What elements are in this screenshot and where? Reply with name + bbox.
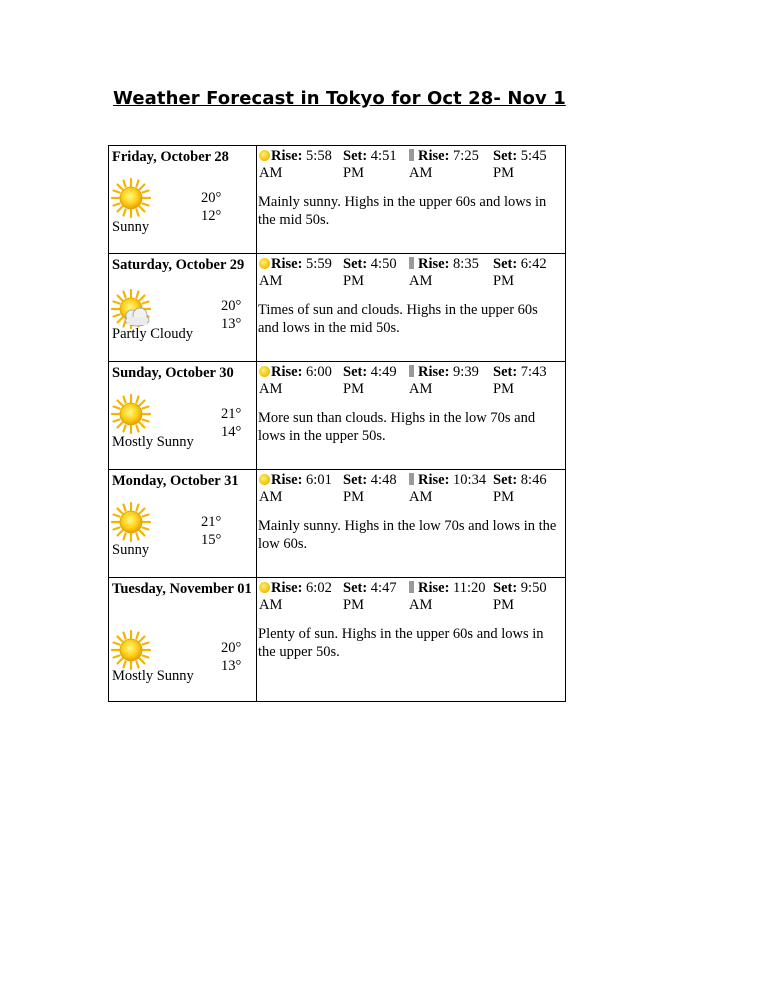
set-label: Set:	[493, 472, 518, 488]
moonrise-ampm: AM	[409, 381, 433, 397]
sun-icon	[259, 582, 270, 593]
sunset-time: 4:49	[370, 364, 397, 380]
moonset-ampm: PM	[493, 165, 514, 181]
moonrise-ampm: AM	[409, 273, 433, 289]
day-cell	[109, 146, 257, 254]
moonset	[493, 148, 547, 182]
forecast-description: More sun than clouds. Highs in the low 70s and lows in the upper 50s.	[258, 410, 536, 444]
moonrise-ampm: AM	[409, 165, 433, 181]
moonset-ampm: PM	[493, 489, 514, 505]
sunrise-ampm: AM	[259, 381, 283, 397]
moonrise	[409, 472, 486, 506]
sunrise	[259, 364, 332, 398]
sunrise-ampm: AM	[259, 273, 283, 289]
rise-label: Rise:	[271, 148, 303, 164]
details-cell	[257, 578, 566, 702]
forecast-description: Mainly sunny. Highs in the upper 60s and lows in the mid 50s.	[258, 194, 547, 228]
forecast-row	[109, 146, 566, 254]
sunset-time: 4:51	[370, 148, 397, 164]
sunset	[343, 364, 397, 398]
condition-label: Sunny	[112, 219, 150, 235]
page-title: Weather Forecast in Tokyo for Oct 28- Nov 1	[113, 88, 566, 109]
set-label: Set:	[343, 364, 368, 380]
moon-icon	[409, 149, 414, 161]
set-label: Set:	[493, 256, 518, 272]
moonrise-time: 10:34	[453, 472, 487, 488]
high-temp: 20°	[221, 298, 242, 314]
rise-label: Rise:	[418, 580, 450, 596]
set-label: Set:	[493, 148, 518, 164]
low-temp: 13°	[221, 657, 242, 674]
high-temp: 21°	[201, 514, 222, 530]
moonset-time: 6:42	[520, 256, 547, 272]
moonrise-time: 7:25	[453, 148, 479, 164]
moonrise-time: 8:35	[453, 256, 479, 272]
sunrise-ampm: AM	[259, 489, 283, 505]
rise-label: Rise:	[418, 148, 450, 164]
details-cell	[257, 254, 566, 362]
moonrise	[409, 580, 486, 614]
high-temp: 21°	[221, 406, 242, 422]
temperature	[221, 298, 241, 333]
moon-icon	[409, 473, 414, 485]
low-temp: 13°	[221, 315, 242, 332]
low-temp: 14°	[221, 423, 242, 440]
sunrise	[259, 472, 332, 506]
temperature	[221, 406, 241, 441]
day-cell	[109, 254, 257, 362]
day-label: Monday, October 31	[112, 473, 239, 489]
forecast-row	[109, 254, 566, 362]
sunrise-time: 5:58	[306, 148, 332, 164]
forecast-description: Mainly sunny. Highs in the low 70s and lows in the low 60s.	[258, 518, 557, 552]
moonset-time: 7:43	[520, 364, 547, 380]
sunrise-time: 6:00	[306, 364, 332, 380]
sunset-ampm: PM	[343, 597, 364, 613]
sunrise-time: 6:02	[306, 580, 332, 596]
day-cell	[109, 578, 257, 702]
details-cell	[257, 470, 566, 578]
moonset	[493, 364, 547, 398]
sunrise-ampm: AM	[259, 597, 283, 613]
rise-label: Rise:	[418, 364, 450, 380]
moon-icon	[409, 257, 414, 269]
forecast-row	[109, 362, 566, 470]
rise-label: Rise:	[271, 256, 303, 272]
sunrise-time: 6:01	[306, 472, 332, 488]
moonrise-time: 9:39	[453, 364, 479, 380]
sun-icon	[259, 150, 270, 161]
set-label: Set:	[343, 472, 368, 488]
rise-label: Rise:	[418, 256, 450, 272]
sunrise	[259, 580, 332, 614]
rise-label: Rise:	[271, 580, 303, 596]
sun-icon	[259, 474, 270, 485]
moonset-ampm: PM	[493, 597, 514, 613]
sunset	[343, 256, 397, 290]
forecast-description: Times of sun and clouds. Highs in the upper 60s and lows in the mid 50s.	[258, 302, 538, 336]
sunny-icon	[111, 178, 151, 218]
moon-icon	[409, 365, 414, 377]
condition-label: Sunny	[112, 542, 150, 558]
day-label: Sunday, October 30	[112, 365, 234, 381]
sunrise-time: 5:59	[306, 256, 332, 272]
high-temp: 20°	[201, 190, 222, 206]
temperature	[201, 190, 221, 225]
forecast-description: Plenty of sun. Highs in the upper 60s and lows in the upper 50s.	[258, 626, 544, 660]
day-label: Friday, October 28	[112, 149, 229, 165]
set-label: Set:	[493, 580, 518, 596]
moonset	[493, 256, 547, 290]
sun-icon	[259, 258, 270, 269]
moonrise	[409, 256, 479, 290]
moonrise-ampm: AM	[409, 489, 433, 505]
moonset-ampm: PM	[493, 381, 514, 397]
sunrise-ampm: AM	[259, 165, 283, 181]
moonset	[493, 580, 547, 614]
day-label: Saturday, October 29	[112, 257, 245, 273]
moonset	[493, 472, 547, 506]
condition-label: Mostly Sunny	[112, 668, 194, 684]
sunny-icon	[111, 630, 151, 670]
sunrise	[259, 148, 332, 182]
sunrise	[259, 256, 332, 290]
forecast-table	[108, 145, 566, 702]
sunset-ampm: PM	[343, 489, 364, 505]
moonrise	[409, 148, 479, 182]
sun-icon	[259, 366, 270, 377]
moonrise-time: 11:20	[453, 580, 486, 596]
moonrise	[409, 364, 479, 398]
condition-label: Partly Cloudy	[112, 326, 193, 342]
sunny-icon	[111, 502, 151, 542]
details-cell	[257, 146, 566, 254]
temperature	[201, 514, 221, 549]
sunset-ampm: PM	[343, 165, 364, 181]
rise-label: Rise:	[271, 364, 303, 380]
low-temp: 12°	[201, 207, 222, 224]
forecast-row	[109, 470, 566, 578]
day-cell	[109, 470, 257, 578]
set-label: Set:	[343, 256, 368, 272]
sunset-ampm: PM	[343, 273, 364, 289]
condition-label: Mostly Sunny	[112, 434, 194, 450]
high-temp: 20°	[221, 640, 242, 656]
sunset-time: 4:47	[370, 580, 397, 596]
sunny-icon	[111, 394, 151, 434]
forecast-row	[109, 578, 566, 702]
moonset-time: 9:50	[520, 580, 547, 596]
moonset-ampm: PM	[493, 273, 514, 289]
sunset	[343, 580, 397, 614]
set-label: Set:	[493, 364, 518, 380]
rise-label: Rise:	[418, 472, 450, 488]
temperature	[221, 640, 241, 675]
moon-icon	[409, 581, 414, 593]
sunset	[343, 148, 397, 182]
sunset-time: 4:48	[370, 472, 397, 488]
details-cell	[257, 362, 566, 470]
moonset-time: 5:45	[520, 148, 547, 164]
set-label: Set:	[343, 148, 368, 164]
moonset-time: 8:46	[520, 472, 547, 488]
rise-label: Rise:	[271, 472, 303, 488]
low-temp: 15°	[201, 531, 222, 548]
partly-cloudy-icon	[111, 289, 151, 329]
sunset-ampm: PM	[343, 381, 364, 397]
day-cell	[109, 362, 257, 470]
day-label: Tuesday, November 01	[112, 581, 252, 597]
moonrise-ampm: AM	[409, 597, 433, 613]
set-label: Set:	[343, 580, 368, 596]
sunset-time: 4:50	[370, 256, 397, 272]
sunset	[343, 472, 397, 506]
